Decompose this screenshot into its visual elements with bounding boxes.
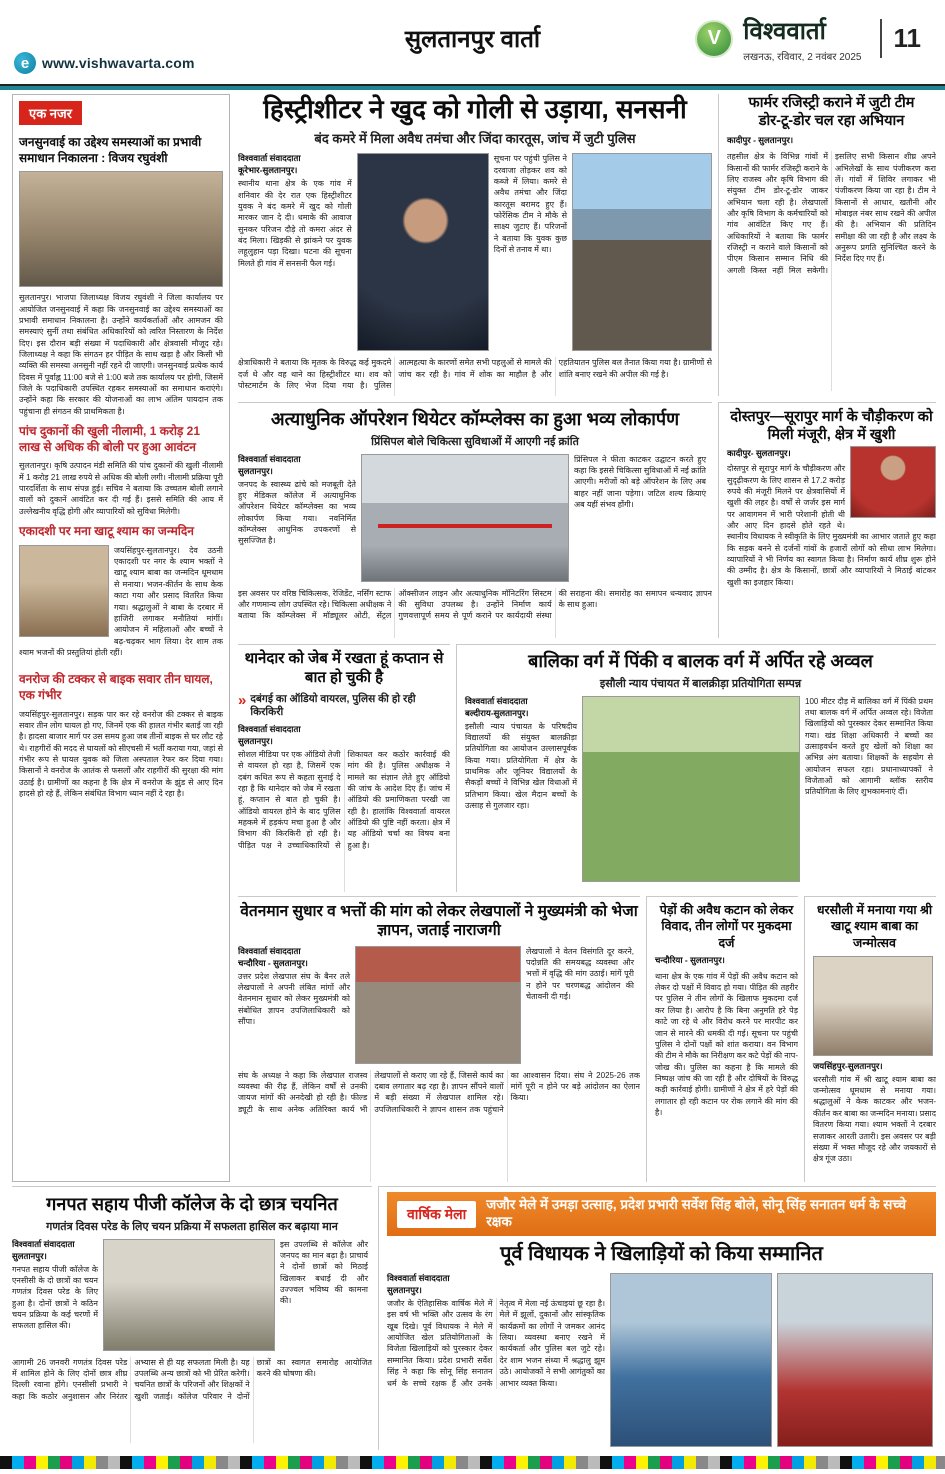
- thanedar-byline: विश्ववार्ता संवाददाता: [238, 723, 301, 734]
- kids-race-photo: [582, 696, 800, 882]
- lekhpal-body-col3: लेखपालों ने वेतन विसंगति दूर करने, पदोन्नति की समयबद्ध व्यवस्था और भत्तों में वृद्धि की मांग उठाई। मांगें पूरी न होने पर चरणबद्ध आंदोलन की चेतावनी दी गई।: [526, 946, 634, 1002]
- auction-headline: पांच दुकानों की खुली नीलामी, 1 करोड़ 21 लाख से अधिक की बोली पर हुआ आवंटन: [19, 424, 201, 454]
- khatu-prasad-photo: [19, 545, 109, 637]
- main-headline: हिस्ट्रीशीटर ने खुद को गोली से उड़ाया, सनसनी: [263, 94, 687, 124]
- tree-body: थाना क्षेत्र के एक गांव में पेड़ों की अवैध कटान को लेकर दो पक्षों में विवाद हो गया। पीड़ित की तहरीर पर पुलिस ने तीन लोगों के खिलाफ मुकदमा दर्ज कर लिया है। आरोप है कि बिना अनुमति हरे पेड़ काटे जा रहे थे और विरोध करने पर मारपीट कर जान से मारने की धमकी दी गई। सूचना पर पहुंची पुलिस ने दोनों पक्षों को शांत कराया। वन विभाग की टीम ने मौके का निरीक्षण कर कटे पेड़ों की नाप-जोख की। पुलिस का कहना है कि मामले की निष्पक्ष जांच की जा रही है और दोषियों के विरुद्ध कड़ी कार्रवाई होगी। ग्रामीणों ने क्षेत्र में हरे पेड़ों की लगातार हो रही कटान पर रोक लगाने की मांग की है।: [655, 971, 798, 1118]
- ot-byline: विश्ववार्ता संवाददाता: [238, 453, 301, 464]
- mela-headline: पूर्व विधायक ने खिलाड़ियों को किया सम्मानित: [500, 1243, 823, 1265]
- college-dateline: सुलतानपुर।: [12, 1250, 47, 1261]
- khatu-birthday-headline: एकादशी पर मना खाटू श्याम का जन्मदिन: [19, 524, 194, 539]
- college-body-col1: गनपत सहाय पीजी कॉलेज के एनसीसी के दो छात्रों का चयन गणतंत्र दिवस परेड के लिए हुआ है। दोनों छात्रों ने कठिन चयन प्रक्रिया के कई चरणों में सफलता हासिल की।: [12, 1264, 98, 1331]
- main-subhead: बंद कमरे में मिला अवैध तमंचा और जिंदा कारतूस, जांच में जुटी पुलिस: [314, 131, 636, 147]
- kids-subhead: इसौली न्याय पंचायत में बालक्रीड़ा प्रतियोगिता सम्पन्न: [599, 677, 802, 690]
- ek-nazar-column: [12, 94, 230, 1182]
- annual-fair-article: [378, 1186, 936, 1450]
- ot-complex-article: [238, 402, 712, 638]
- nilgai-accident-body: जयसिंहपुर-सुलतानपुर। सड़क पार कर रहे वनरोज की टक्कर से बाइक सवार तीन लोग घायल हो गए, जिनमें एक की हालत गंभीर बताई जा रही है। हादसा बाजार मार्ग पर उस समय हुआ जब तीनों बाइक से घर लौट रहे थे। राहगीरों की मदद से घायलों को सीएचसी में भर्ती कराया गया, जहां से गंभीर रूप से घायल युवक को जिला अस्पताल रेफर कर दिया गया। किसानों ने वनरोज के आतंक से फसलों और राहगीरों की सुरक्षा की मांग उठाई है। ग्रामीणों का कहना है कि क्षेत्र में वनरोज के झुंड से आए दिन हादसे हो रहे हैं, लेकिन संबंधित विभाग ध्यान नहीं दे रहा है।: [19, 709, 223, 799]
- lekhpal-body-col1: उत्तर प्रदेश लेखपाल संघ के बैनर तले लेखपालों ने अपनी लंबित मांगों और वेतनमान सुधार को लेकर मुख्यमंत्री को संबोधित ज्ञापन उपजिलाधिकारी को सौंपा।: [238, 971, 350, 1027]
- lekhpal-byline: विश्ववार्ता संवाददाता: [238, 945, 301, 956]
- lekhpal-headline: वेतनमान सुधार व भत्तों की मांग को लेकर लेखपालों ने मुख्यमंत्री को भेजा ज्ञापन, जताई नाराजगी: [240, 903, 638, 940]
- ribbon-cutting-photo: [361, 454, 569, 582]
- mela-byline: विश्ववार्ता संवाददाता: [387, 1273, 450, 1283]
- kids-body-col1: इसौली न्याय पंचायत के परिषदीय विद्यालयों की संयुक्त बालक्रीड़ा प्रतियोगिता का आयोजन उल्लासपूर्वक किया गया। प्रतियोगिता में क्षेत्र के प्राथमिक और जूनियर विद्यालयों के सैकड़ों बच्चों ने विभिन्न खेल विधाओं में प्रतिभाग किया। खेल मैदान बच्चों के उत्साह से गुलजार रहा।: [465, 721, 577, 811]
- kids-byline: विश्ववार्ता संवाददाता: [465, 695, 528, 706]
- deceased-portrait-photo: [357, 153, 489, 351]
- ot-body-col1: जनपद के स्वास्थ्य ढांचे को मजबूती देते हुए मेडिकल कॉलेज में अत्याधुनिक ऑपरेशन थियेटर कॉम्प्लेक्स का भव्य लोकार्पण किया गया। नवनिर्मित कॉम्प्लेक्स आधुनिक उपकरणों से सुसज्जित है।: [238, 479, 356, 546]
- thanedar-dateline: सुलतानपुर।: [238, 735, 273, 746]
- ot-subhead: प्रिंसिपल बोले चिकित्सा सुविधाओं में आएगी नई क्रांति: [371, 435, 579, 448]
- lekhpal-body-tail: संघ के अध्यक्ष ने कहा कि लेखपाल राजस्व व्यवस्था की रीढ़ हैं, लेकिन वर्षों से उनकी जायज मांगों की अनदेखी हो रही है। फील्ड ड्यूटी के साथ अनेक अतिरिक्त कार्य भी लेखपालों से कराए जा रहे हैं, जिससे कार्य का दबाव लगातार बढ़ रहा है। ज्ञापन सौंपने वालों में बड़ी संख्या में लेखपाल शामिल रहे। उपजिलाधिकारी ने ज्ञापन शासन तक पहुंचाने का आश्वासन दिया। संघ ने 2025-26 तक मांगें पूरी न होने पर बड़े आंदोलन का ऐलान किया।: [238, 1070, 640, 1114]
- dharsauli-dateline: जयसिंहपुर-सुलतानपुर।: [813, 1060, 883, 1071]
- ot-dateline: सुलतानपुर।: [238, 465, 273, 476]
- college-body-col3: इस उपलब्धि से कॉलेज और जनपद का मान बढ़ा है। प्राचार्य ने दोनों छात्रों को मिठाई खिलाकर बधाई दी और उज्ज्वल भविष्य की कामना की।: [280, 1239, 368, 1306]
- dharsauli-festival-article: [804, 896, 936, 1182]
- page-number: 11: [880, 19, 928, 58]
- main-story: [238, 94, 712, 396]
- auction-body: सुलतानपुर। कृषि उत्पादन मंडी समिति की पांच दुकानों की खुली नीलामी में 1 करोड़ 21 लाख रुपये से अधिक की बोली लगी। नीलामी प्रक्रिया पूरी पारदर्शिता के साथ संपन्न हुई। सचिव ने बताया कि उच्चतम बोली लगाने वालों को दुकानें आवंटित कर दी गई हैं। इससे समिति की आय में उल्लेखनीय वृद्धि होगी और व्यापारियों को सुविधा मिलेगी।: [19, 461, 223, 516]
- quote-mark-icon: »: [238, 691, 247, 709]
- vishwavarta-e-logo-icon: e: [14, 52, 36, 74]
- cake-cutting-photo: [813, 956, 933, 1056]
- dostpur-headline: दोस्तपुर—सूरापुर मार्ग के चौड़ीकरण को मिली मंजूरी, क्षेत्र में खुशी: [730, 409, 933, 444]
- dharsauli-body: धरसौली गांव में श्री खाटू श्याम बाबा का जन्मोत्सव धूमधाम से मनाया गया। श्रद्धालुओं ने केक काटकर और भजन-कीर्तन कर बाबा का जन्मदिन मनाया। प्रसाद वितरण किया गया। श्याम भक्तों ने दरबार सजाकर आरती उतारी। इस अवसर पर बड़ी संख्या में भक्त मौजूद रहे और जयकारों से क्षेत्र गूंज उठा।: [813, 1074, 936, 1164]
- viral-audio-article: [238, 644, 450, 892]
- lekhpal-memo-article: [238, 896, 640, 1182]
- college-headline: गनपत सहाय पीजी कॉलेज के दो छात्र चयनित: [46, 1194, 338, 1214]
- dostpur-road-article: [718, 402, 936, 638]
- main-byline: विश्ववार्ता संवाददाता: [238, 153, 301, 164]
- mela-dateline: सुलतानपुर।: [387, 1285, 422, 1295]
- dharsauli-headline: धरसौली में मनाया गया श्री खाटू श्याम बाबा का जन्मोत्सव: [816, 903, 933, 950]
- farmer-headline-line1: फार्मर रजिस्ट्री कराने में जुटी टीम: [748, 95, 915, 111]
- annual-fair-banner: [387, 1192, 936, 1236]
- jansunwai-body: सुलतानपुर। भाजपा जिलाध्यक्ष विजय रघुवंशी ने जिला कार्यालय पर आयोजित जनसुनवाई में कहा कि जनसुनवाई का उद्देश्य समस्याओं का प्रभावी समाधान निकालना है। उन्होंने कार्यकर्ताओं और आमजन की समस्याएं सुनीं तथा संबंधित अधिकारियों को त्वरित निस्तारण के निर्देश दिए। इस दौरान बड़ी संख्या में पदाधिकारी और क्षेत्रवासी मौजूद रहे। जिलाध्यक्ष ने कहा कि संगठन हर पीड़ित के साथ खड़ा है और किसी भी व्यक्ति की समस्या अनसुनी नहीं रहने दी जाएगी। जनसुनवाई प्रत्येक कार्य दिवस में पूर्वाह्न 11:00 बजे से 1:00 बजे तक कार्यालय पर होगी, जिसमें जिले के पदाधिकारी उपस्थित रहकर समस्याओं का समाधान कराएंगे। उन्होंने कहा कि सरकार की योजनाओं का लाभ अंतिम पायदान तक पहुंचाना ही संगठन की प्राथमिकता है।: [19, 293, 223, 416]
- section-title: सुलतानपुर वार्ता: [404, 26, 541, 53]
- thanedar-subhead: दबंगई का ऑडियो वायरल, पुलिस की हो रही किरकिरी: [250, 692, 416, 719]
- kids-dateline: बल्दीराय-सुलतानपुर।: [465, 707, 529, 718]
- college-body-tail: आगामी 26 जनवरी गणतंत्र दिवस परेड में शामिल होने के लिए दोनों छात्र शीघ्र दिल्ली रवाना होंगे। एनसीसी प्रभारी ने कहा कि कठोर अनुशासन और निरंतर अभ्यास से ही यह सफलता मिली है। यह उपलब्धि अन्य छात्रों को भी प्रेरित करेगी। चयनित छात्रों के परिजनों और शिक्षकों ने खुशी जताई। कॉलेज परिवार ने दोनों छात्रों का स्वागत समारोह आयोजित करने की घोषणा की।: [12, 1357, 372, 1401]
- vishwavarta-leaf-logo-icon: V: [695, 20, 733, 58]
- farmer-dateline: कादीपुर - सुलतानपुर।: [727, 135, 794, 146]
- dostpur-dateline: कादीपुर- सुलतानपुर।: [727, 448, 791, 459]
- khatu-birthday-body: जयसिंहपुर-सुलतानपुर। देव उठनी एकादशी पर नगर के श्याम भक्तों ने खाटू श्याम बाबा का जन्मदिन धूमधाम से मनाया। भजन-कीर्तन के साथ केक काटा गया और प्रसाद वितरित किया गया। श्रद्धालुओं ने बाबा के दरबार में हाजिरी लगाकर मनौतियां मांगीं। आयोजन में महिलाओं और बच्चों ने बढ़-चढ़कर भाग लिया। देर शाम तक श्याम भजनों की प्रस्तुतियां होती रहीं।: [19, 545, 223, 657]
- lekhpal-dateline: चन्दौरिया - सुलतानपुर।: [238, 957, 308, 968]
- college-students-photo: [103, 1239, 275, 1351]
- farmer-headline-line2: डोर-टू-डोर चल रहा अभियान: [758, 113, 905, 130]
- village-crowd-photo: [572, 153, 712, 351]
- ot-headline: अत्याधुनिक ऑपरेशन थियेटर कॉम्प्लेक्स का हुआ भव्य लोकार्पण: [270, 409, 680, 429]
- jansunwai-headline: जनसुनवाई का उद्देश्य समस्याओं का प्रभावी समाधान निकालना : विजय रघुवंशी: [19, 135, 202, 165]
- kids-sports-article: [456, 644, 936, 892]
- mela-body: जजौर के ऐतिहासिक वार्षिक मेले में इस वर्ष भी भक्ति और उत्सव के रंग खूब दिखे। पूर्व विधायक ने मेले में आयोजित खेल प्रतियोगिताओं के विजेता खिलाड़ियों को पुरस्कार देकर सम्मानित किया। प्रदेश प्रभारी सर्वेश सिंह ने कहा कि सोनू सिंह सनातन धर्म के सच्चे रक्षक हैं और उनके नेतृत्व में मेला नई ऊंचाइयां छू रहा है। मेले में झूलों, दुकानों और सांस्कृतिक कार्यक्रमों का लोगों ने जमकर आनंद लिया। व्यवस्था बनाए रखने में कार्यकर्ता और पुलिस बल जुटे रहे। देर शाम भजन संध्या में श्रद्धालु झूम उठे। आयोजकों ने सभी आगंतुकों का आभार व्यक्त किया।: [387, 1299, 605, 1388]
- college-subhead: गणतंत्र दिवस परेड के लिए चयन प्रक्रिया में सफलता हासिल कर बढ़ाया मान: [46, 1220, 338, 1233]
- mela-felicitation-photo: [777, 1273, 933, 1447]
- mela-prize-table-photo: [610, 1273, 772, 1447]
- ot-body-col3: प्रिंसिपल ने फीता काटकर उद्घाटन करते हुए कहा कि इससे चिकित्सा सुविधाओं में नई क्रांति आएगी। मरीजों को बड़े ऑपरेशन के लिए अब बाहर नहीं जाना पड़ेगा। जटिल शल्य क्रियाएं अब यहीं संभव होंगी।: [574, 454, 706, 509]
- college-selection-article: [12, 1186, 372, 1450]
- masthead-title: विश्ववार्ता: [743, 18, 826, 45]
- farmer-registry-article: [718, 94, 936, 396]
- lekhpal-group-photo: [355, 946, 521, 1064]
- dostpur-body: दोस्तपुर से सूरापुर मार्ग के चौड़ीकरण और सुदृढ़ीकरण के लिए शासन से 17.2 करोड़ रुपये की मंजूरी मिलने पर क्षेत्रवासियों में खुशी की लहर है। वर्षों से जर्जर इस मार्ग पर आवागमन में भारी परेशानी होती थी और आए दिन हादसे होते रहते थे। स्थानीय विधायक ने स्वीकृति के लिए मुख्यमंत्री का आभार जताते हुए कहा कि सड़क बनने से दर्जनों गांवों के हजारों लोगों को सीधा लाभ मिलेगा। व्यापारियों ने भी निर्णय का स्वागत किया है। निर्माण कार्य शीघ्र शुरू होने की उम्मीद है। क्षेत्र के किसानों, छात्रों और व्यापारियों ने मिठाई बांटकर खुशी का इजहार किया।: [727, 464, 936, 587]
- main-body-col2: सूचना पर पहुंची पुलिस ने दरवाजा तोड़कर शव को कब्जे में लिया। कमरे से अवैध तमंचा और जिंदा कारतूस बरामद हुए हैं। फोरेंसिक टीम ने मौके से साक्ष्य जुटाए हैं। परिजनों ने बताया कि युवक कुछ दिनों से तनाव में था।: [493, 154, 567, 255]
- kids-headline: बालिका वर्ग में पिंकी व बालक वर्ग में अर्पित रहे अव्वल: [528, 651, 873, 671]
- mla-red-portrait-photo: [850, 446, 936, 518]
- main-body-tail: क्षेत्राधिकारी ने बताया कि मृतक के विरुद्ध कई मुकदमे दर्ज थे और वह थाने का हिस्ट्रीशीटर था। शव को पोस्टमार्टम के लिए भेज दिया गया है। पुलिस आत्महत्या के कारणों समेत सभी पहलुओं से मामले की जांच कर रही है। गांव में शोक का माहौल है और एहतियातन पुलिस बल तैनात किया गया है। ग्रामीणों से शांति बनाए रखने की अपील की गई है।: [238, 358, 712, 390]
- website-url[interactable]: www.vishwavarta.com: [42, 55, 195, 71]
- main-body-col1: स्थानीय थाना क्षेत्र के एक गांव में शनिवार की देर रात एक हिस्ट्रीशीटर युवक ने बंद कमरे में खुद को गोली मारकर जान दे दी। धमाके की आवाज सुनकर परिजन दौड़े तो कमरा अंदर से बंद मिला। खिड़की से झांकने पर युवक लहूलुहान पड़ा दिखा। घटना की सूचना मिलते ही गांव में सनसनी फैल गई।: [238, 179, 352, 268]
- thanedar-headline: थानेदार को जेब में रखता हूं कप्तान से बात हो चुकी है: [244, 650, 444, 686]
- kids-body-col3: 100 मीटर दौड़ में बालिका वर्ग में पिंकी प्रथम तथा बालक वर्ग में अर्पित अव्वल रहे। विजेता खिलाड़ियों को पुरस्कार देकर सम्मानित किया गया। खंड शिक्षा अधिकारी ने बच्चों का उत्साहवर्धन करते हुए खेलों को शिक्षा का अभिन्न अंग बताया। शिक्षकों के सहयोग से आयोजन सफल रहा। प्रधानाध्यापकों ने विजेताओं को आगामी ब्लॉक स्तरीय प्रतियोगिता के लिए शुभकामनाएं दीं।: [805, 696, 933, 797]
- annual-fair-banner-text: जजौर मेले में उमड़ा उत्साह, प्रदेश प्रभारी सर्वेश सिंह बोले, सोनू सिंह सनातन धर्म के सच्चे रक्षक: [486, 1197, 907, 1229]
- ek-nazar-label: एक नजर: [19, 101, 82, 125]
- tree-cutting-article: [646, 896, 798, 1182]
- print-registration-bar: [0, 1456, 945, 1469]
- edition-dateline: लखनऊ, रविवार, 2 नवंबर 2025: [743, 52, 862, 63]
- tree-headline: पेड़ों की अवैध कटान को लेकर विवाद, तीन लोगों पर मुकदमा दर्ज: [659, 903, 794, 950]
- nilgai-accident-headline: वनरोज की टक्कर से बाइक सवार तीन घायल, एक गंभीर: [19, 672, 213, 702]
- thanedar-body: सोशल मीडिया पर एक ऑडियो तेजी से वायरल हो रहा है, जिसमें एक दबंग कथित रूप से कहता सुनाई दे रहा है कि थानेदार को जेब में रखता हूं, कप्तान से बात हो चुकी है। ऑडियो वायरल होने के बाद पुलिस महकमे में हड़कंप मचा हुआ है और विभाग की किरकिरी हो रही है। पीड़ित पक्ष ने उच्चाधिकारियों से शिकायत कर कठोर कार्रवाई की मांग की है। पुलिस अधीक्षक ने मामले का संज्ञान लेते हुए ऑडियो की जांच के आदेश दिए हैं। जांच में ऑडियो की प्रमाणिकता परखी जा रही है। हालांकि विश्ववार्ता वायरल ऑडियो की पुष्टि नहीं करता। क्षेत्र में यह ऑडियो चर्चा का विषय बना हुआ है।: [238, 749, 450, 850]
- college-byline: विश्ववार्ता संवाददाता: [12, 1238, 75, 1249]
- jansunwai-meeting-photo: [19, 171, 223, 287]
- ot-body-tail: इस अवसर पर वरिष्ठ चिकित्सक, रेजिडेंट, नर्सिंग स्टाफ और गणमान्य लोग उपस्थित रहे। चिकित्सा अधीक्षक ने बताया कि कॉम्प्लेक्स में मॉड्यूलर ओटी, सेंट्रल ऑक्सीजन लाइन और अत्याधुनिक मॉनिटरिंग सिस्टम की सुविधा उपलब्ध है। उन्होंने निर्माण कार्य गुणवत्तापूर्ण समय से पूर्ण कराने पर कार्यदायी संस्था की सराहना की। समारोह का समापन धन्यवाद ज्ञापन के साथ हुआ।: [238, 588, 712, 621]
- main-dateline: कूरेभार-सुलतानपुर।: [238, 165, 298, 176]
- tree-dateline: चन्दौरिया - सुलतानपुर।: [655, 954, 725, 965]
- page-header: [0, 0, 945, 86]
- farmer-body: तहसील क्षेत्र के विभिन्न गांवों में किसानों की फार्मर रजिस्ट्री कराने के लिए राजस्व और कृषि विभाग की संयुक्त टीम डोर-टू-डोर जाकर अभियान चला रही है। लेखपालों और कृषि विभाग के कर्मचारियों को गांव आवंटित किए गए हैं। अधिकारियों ने बताया कि फार्मर रजिस्ट्री न कराने वाले किसानों को पीएम किसान सम्मान निधि की अगली किस्त नहीं मिल सकेगी। इसलिए सभी किसान शीघ्र अपने अभिलेखों के साथ पंजीकरण करा लें। गांवों में शिविर लगाकर भी पंजीकरण किया जा रहा है। टीम ने किसानों से आधार, खतौनी और मोबाइल नंबर साथ रखने की अपील की है। अभियान की प्रतिदिन समीक्षा की जा रही है और लक्ष्य के अनुरूप प्रगति सुनिश्चित करने के निर्देश दिए गए हैं।: [727, 152, 936, 275]
- annual-fair-label: वार्षिक मेला: [397, 1201, 476, 1228]
